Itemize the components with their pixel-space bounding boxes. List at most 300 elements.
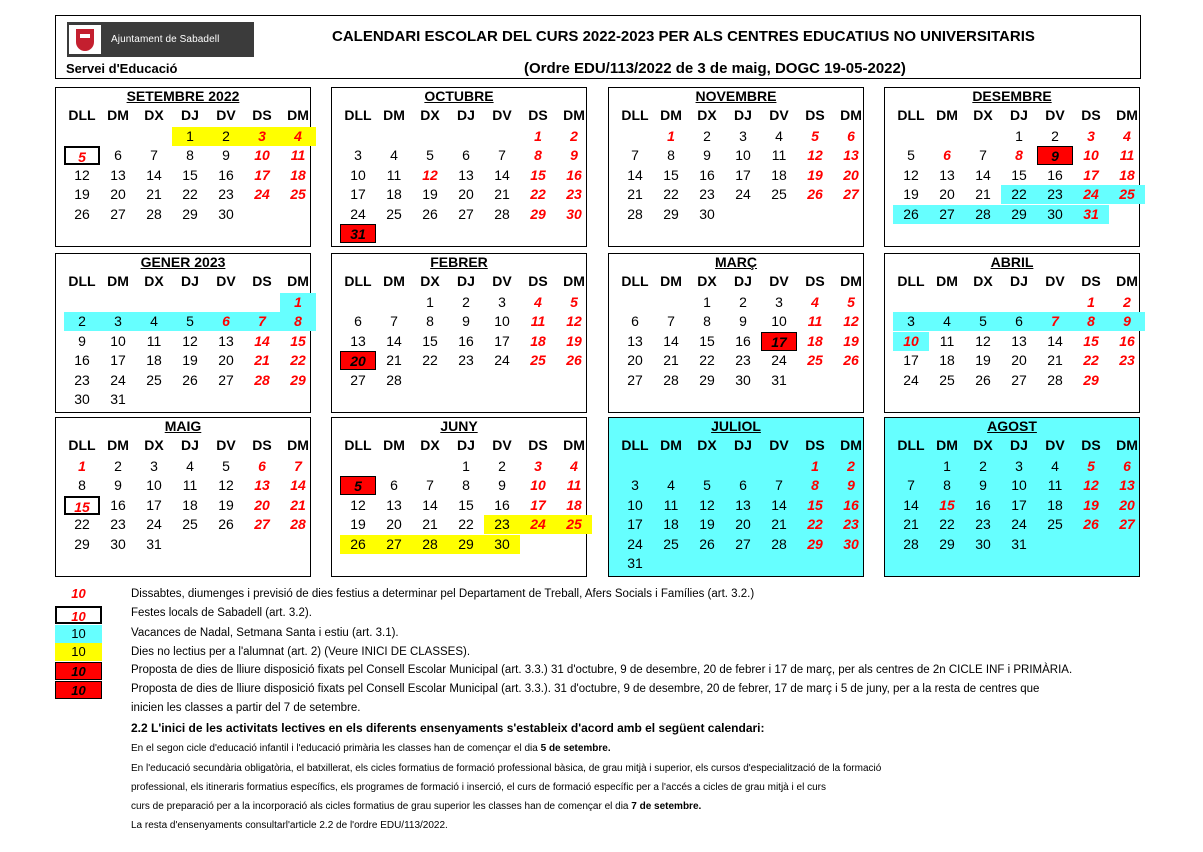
calendar-day: 31 [1011,536,1027,552]
calendar-day: 9 [979,477,987,493]
calendar-day: 19 [218,497,234,513]
calendar-day: 9 [114,477,122,493]
calendar-day: 3 [1015,458,1023,474]
calendar-day: 23 [975,516,991,532]
weekday-header: DS [528,273,548,289]
calendar-day: 30 [975,536,991,552]
month-title: JULIOL [711,418,761,434]
calendar-day: 17 [146,497,162,513]
calendar-day: 17 [530,497,546,513]
weekday-header: DLL [344,273,372,289]
weekday-header: DV [769,273,789,289]
calendar-day: 14 [494,167,510,183]
calendar-day: 21 [494,186,510,202]
calendar-day: 8 [426,313,434,329]
calendar-day: 11 [182,477,198,493]
calendar-day: 27 [1011,372,1027,388]
page-subtitle: (Ordre EDU/113/2022 de 3 de maig, DOGC 19-05-2022) [524,60,906,77]
calendar-day: 7 [1037,312,1073,331]
calendar-day: 8 [186,147,194,163]
calendar-day: 12 [422,167,438,183]
calendar-day: 18 [939,352,955,368]
calendar-day: 22 [422,352,438,368]
month-novembre [608,87,864,247]
weekday-header: DS [252,107,272,123]
calendar-day: 12 [975,333,991,349]
note-line-1 [131,743,611,754]
weekday-header: DS [252,273,272,289]
month-juny [331,417,587,577]
calendar-day: 5 [222,458,230,474]
legend-text-5: Proposta de dies de lliure disposició fixats pel Consell Escolar Municipal (art. 3.3.). 31 d'octubre, 9 de desembre, 20 de febrer, 17 de març i 5 de juny, per a la resta de centres que [131,683,1040,695]
weekday-header: DJ [734,107,752,123]
calendar-day: 22 [182,186,198,202]
calendar-day: 12 [903,167,919,183]
calendar-day: 5 [570,294,578,310]
calendar-day: 17 [627,516,643,532]
weekday-header: DS [1081,107,1101,123]
calendar-day: 6 [943,147,951,163]
legend-sample-0: 10 [71,586,86,601]
calendar-day: 8 [943,477,951,493]
calendar-day: 6 [390,477,398,493]
calendar-day: 19 [903,186,919,202]
note-line-4 [131,801,701,812]
calendar-day: 11 [939,333,955,349]
weekday-header: DM [383,437,405,453]
calendar-day: 14 [254,333,270,349]
weekday-header: DX [697,437,717,453]
calendar-day: 25 [530,352,546,368]
calendar-day: 22 [530,186,546,202]
notes-heading: 2.2 L'inici de les activitats lectives en els diferents ensenyaments s'estableix d'acord amb el següent calendari: [131,721,765,735]
calendar-day: 20 [340,351,376,370]
calendar-day: 24 [735,186,751,202]
calendar-day: 12 [74,167,90,183]
calendar-day: 23 [843,516,859,532]
weekday-header: DM [563,437,585,453]
month-setembre-2022 [55,87,311,247]
weekday-header: DV [769,107,789,123]
calendar-day: 9 [462,313,470,329]
legend-text-0: Dissabtes, diumenges i previsió de dies festius a determinar pel Departament de Treball, Afers Socials i Famílies (art. 3.2.) [131,588,755,600]
calendar-day: 5 [340,476,376,495]
calendar-day: 18 [566,497,582,513]
calendar-day: 7 [150,147,158,163]
calendar-day: 5 [172,312,208,331]
legend-sample-4: 10 [55,662,102,680]
month-abril [884,253,1140,413]
calendar-day: 12 [566,313,582,329]
calendar-day: 17 [1083,167,1099,183]
calendar-day: 23 [74,372,90,388]
weekday-header: DJ [1010,107,1028,123]
calendar-day: 13 [110,167,126,183]
weekday-header: DX [144,437,164,453]
calendar-day: 18 [771,167,787,183]
calendar-day: 26 [975,372,991,388]
weekday-header: DJ [734,437,752,453]
weekday-header: DV [492,273,512,289]
calendar-day: 13 [218,333,234,349]
calendar-day: 15 [182,167,198,183]
calendar-day: 4 [1123,128,1131,144]
weekday-header: DJ [181,107,199,123]
calendar-day: 24 [627,536,643,552]
calendar-day: 17 [903,352,919,368]
calendar-day: 28 [494,206,510,222]
calendar-day: 10 [893,332,929,351]
calendar-day: 1 [1015,128,1023,144]
calendar-day: 4 [186,458,194,474]
calendar-day: 19 [422,186,438,202]
weekday-header: DM [1116,107,1138,123]
weekday-header: DLL [897,273,925,289]
calendar-day: 1 [943,458,951,474]
weekday-header: DLL [344,437,372,453]
calendar-day: 1 [703,294,711,310]
note-line-4-text: curs de preparació per a la incorporació als cicles formatius de grau superior les classes han de començar el dia [131,801,632,812]
calendar-day: 14 [1047,333,1063,349]
calendar-day: 16 [843,497,859,513]
calendar-day: 2 [979,458,987,474]
calendar-day: 13 [458,167,474,183]
calendar-day: 2 [64,312,100,331]
calendar-day: 16 [110,497,126,513]
calendar-day: 2 [208,127,244,146]
calendar-day: 20 [939,186,955,202]
calendar-day: 8 [280,312,316,331]
calendar-day: 6 [1001,312,1037,331]
weekday-header: DLL [621,107,649,123]
calendar-day: 27 [1119,516,1135,532]
calendar-day: 3 [739,128,747,144]
calendar-day: 9 [847,477,855,493]
calendar-day: 24 [1073,185,1109,204]
weekday-header: DM [383,107,405,123]
calendar-day: 19 [843,333,859,349]
note-line-4-date: 7 de setembre. [631,801,702,812]
calendar-day: 30 [74,391,90,407]
calendar-day: 30 [566,206,582,222]
calendar-day: 7 [244,312,280,331]
weekday-header: DLL [68,107,96,123]
calendar-day: 25 [663,536,679,552]
calendar-day: 16 [566,167,582,183]
calendar-day: 4 [667,477,675,493]
weekday-header: DLL [621,437,649,453]
calendar-day: 18 [663,516,679,532]
calendar-day: 18 [1047,497,1063,513]
calendar-day: 1 [462,458,470,474]
calendar-day: 29 [74,536,90,552]
calendar-day: 1 [78,458,86,474]
calendar-day: 2 [703,128,711,144]
weekday-header: DS [805,273,825,289]
weekday-header: DM [1116,437,1138,453]
calendar-day: 30 [1037,205,1073,224]
calendar-day: 16 [458,333,474,349]
calendar-day: 28 [1047,372,1063,388]
weekday-header: DM [287,437,309,453]
weekday-header: DS [528,107,548,123]
calendar-day: 26 [843,352,859,368]
weekday-header: DX [697,273,717,289]
calendar-day: 22 [699,352,715,368]
calendar-day: 14 [663,333,679,349]
weekday-header: DS [528,437,548,453]
calendar-day: 18 [290,167,306,183]
calendar-day: 28 [412,535,448,554]
weekday-header: DJ [1010,273,1028,289]
calendar-day: 9 [570,147,578,163]
calendar-day: 16 [218,167,234,183]
calendar-day: 2 [1123,294,1131,310]
calendar-day: 29 [807,536,823,552]
calendar-day: 5 [1087,458,1095,474]
calendar-day: 22 [1083,352,1099,368]
weekday-header: DLL [344,107,372,123]
legend-sample-1: 10 [55,606,102,624]
calendar-day: 21 [627,186,643,202]
calendar-day: 16 [494,497,510,513]
calendar-day: 12 [699,497,715,513]
calendar-day: 3 [244,127,280,146]
calendar-day: 26 [1083,516,1099,532]
calendar-day: 1 [172,127,208,146]
calendar-day: 28 [771,536,787,552]
calendar-day: 30 [484,535,520,554]
calendar-day: 2 [498,458,506,474]
calendar-day: 25 [182,516,198,532]
calendar-day: 14 [903,497,919,513]
calendar-day: 4 [136,312,172,331]
calendar-day: 20 [735,516,751,532]
calendar-day: 6 [462,147,470,163]
calendar-day: 9 [78,333,86,349]
calendar-day: 10 [146,477,162,493]
calendar-day: 20 [1119,497,1135,513]
calendar-day: 24 [1011,516,1027,532]
month-mar- [608,253,864,413]
month-title: JUNY [440,418,478,434]
calendar-day: 24 [494,352,510,368]
calendar-day: 29 [182,206,198,222]
calendar-day: 18 [1119,167,1135,183]
calendar-day: 7 [631,147,639,163]
calendar-day: 31 [771,372,787,388]
calendar-day: 3 [498,294,506,310]
note-line-1-text: En el segon cicle d'educació infantil i l'educació primària les classes han de començar el dia [131,743,541,754]
calendar-day: 21 [254,352,270,368]
calendar-day: 17 [735,167,751,183]
calendar-day: 22 [290,352,306,368]
calendar-day: 24 [110,372,126,388]
calendar-day: 15 [290,333,306,349]
logo-text: Ajuntament de Sabadell [111,34,220,45]
calendar-day: 15 [807,497,823,513]
weekday-header: DS [1081,437,1101,453]
legend-sample-3: 10 [55,643,102,661]
weekday-header: DLL [68,273,96,289]
calendar-day: 24 [350,206,366,222]
calendar-day: 6 [847,128,855,144]
weekday-header: DM [840,437,862,453]
calendar-day: 5 [426,147,434,163]
calendar-day: 8 [534,147,542,163]
calendar-day: 3 [534,458,542,474]
calendar-day: 7 [979,147,987,163]
calendar-day: 11 [771,147,787,163]
calendar-day: 8 [1073,312,1109,331]
legend-sample-5: 10 [55,681,102,699]
calendar-day: 21 [903,516,919,532]
calendar-day: 25 [556,515,592,534]
calendar-day: 25 [807,352,823,368]
calendar-day: 31 [146,536,162,552]
calendar-day: 5 [965,312,1001,331]
calendar-day: 11 [807,313,823,329]
calendar-day: 1 [426,294,434,310]
calendar-day: 26 [699,536,715,552]
department-name: Servei d'Educació [66,61,178,76]
weekday-header: DX [973,273,993,289]
weekday-header: DM [936,107,958,123]
calendar-day: 7 [667,313,675,329]
calendar-day: 25 [939,372,955,388]
weekday-header: DLL [621,273,649,289]
weekday-header: DM [107,273,129,289]
calendar-day: 14 [386,333,402,349]
month-title: SETEMBRE 2022 [126,88,240,104]
calendar-day: 10 [1083,147,1099,163]
calendar-day: 19 [566,333,582,349]
calendar-day: 12 [218,477,234,493]
calendar-day: 18 [182,497,198,513]
calendar-day: 5 [811,128,819,144]
calendar-day: 3 [631,477,639,493]
calendar-day: 16 [74,352,90,368]
calendar-day: 7 [498,147,506,163]
weekday-header: DJ [181,273,199,289]
calendar-day: 28 [627,206,643,222]
calendar-day: 20 [843,167,859,183]
calendar-day: 24 [903,372,919,388]
calendar-day: 8 [1015,147,1023,163]
calendar-day: 15 [64,496,100,515]
calendar-day: 25 [1109,185,1145,204]
weekday-header: DM [840,273,862,289]
calendar-day: 4 [390,147,398,163]
calendar-day: 21 [663,352,679,368]
calendar-day: 3 [354,147,362,163]
calendar-day: 21 [290,497,306,513]
calendar-day: 29 [663,206,679,222]
calendar-day: 15 [422,333,438,349]
calendar-day: 10 [530,477,546,493]
month-gener-2023 [55,253,311,413]
weekday-header: DLL [897,437,925,453]
calendar-day: 19 [1083,497,1099,513]
calendar-day: 23 [1037,185,1073,204]
calendar-day: 20 [386,516,402,532]
calendar-day: 22 [939,516,955,532]
weekday-header: DM [936,273,958,289]
month-maig [55,417,311,577]
calendar-day: 14 [975,167,991,183]
calendar-day: 19 [74,186,90,202]
calendar-day: 7 [426,477,434,493]
calendar-day: 20 [1011,352,1027,368]
calendar-day: 11 [530,313,546,329]
calendar-day: 28 [386,372,402,388]
calendar-day: 31 [340,224,376,243]
calendar-day: 11 [386,167,402,183]
weekday-header: DM [660,107,682,123]
calendar-day: 12 [182,333,198,349]
calendar-day: 11 [1119,147,1135,163]
calendar-day: 10 [254,147,270,163]
weekday-header: DV [769,437,789,453]
calendar-day: 20 [458,186,474,202]
weekday-header: DM [936,437,958,453]
calendar-day: 31 [1073,205,1109,224]
calendar-day: 17 [254,167,270,183]
calendar-day: 14 [146,167,162,183]
calendar-day: 9 [1037,146,1073,165]
calendar-day: 21 [771,516,787,532]
weekday-header: DM [563,107,585,123]
calendar-day: 8 [703,313,711,329]
calendar-day: 23 [218,186,234,202]
calendar-day: 23 [735,352,751,368]
weekday-header: DX [973,437,993,453]
calendar-day: 14 [422,497,438,513]
calendar-day: 15 [1083,333,1099,349]
calendar-day: 14 [627,167,643,183]
calendar-day: 1 [280,293,316,312]
calendar-day: 20 [110,186,126,202]
calendar-day: 1 [667,128,675,144]
calendar-day: 30 [110,536,126,552]
calendar-day: 25 [290,186,306,202]
calendar-day: 15 [663,167,679,183]
calendar-day: 6 [208,312,244,331]
calendar-day: 6 [739,477,747,493]
calendar-day: 6 [258,458,266,474]
calendar-day: 3 [893,312,929,331]
calendar-day: 4 [1051,458,1059,474]
weekday-header: DV [492,107,512,123]
calendar-day: 21 [975,186,991,202]
legend-text-3: Dies no lectius per a l'alumnat (art. 2) (Veure INICI DE CLASSES). [131,646,471,658]
weekday-header: DS [1081,273,1101,289]
calendar-day: 7 [390,313,398,329]
month-title: OCTUBRE [424,88,494,104]
calendar-day: 13 [627,333,643,349]
calendar-day: 25 [386,206,402,222]
month-octubre [331,87,587,247]
calendar-day: 21 [422,516,438,532]
month-juliol [608,417,864,577]
calendar-day: 29 [699,372,715,388]
calendar-day: 13 [254,477,270,493]
calendar-day: 29 [290,372,306,388]
calendar-day: 27 [627,372,643,388]
calendar-day: 2 [1051,128,1059,144]
weekday-header: DM [660,437,682,453]
calendar-day: 6 [1123,458,1131,474]
